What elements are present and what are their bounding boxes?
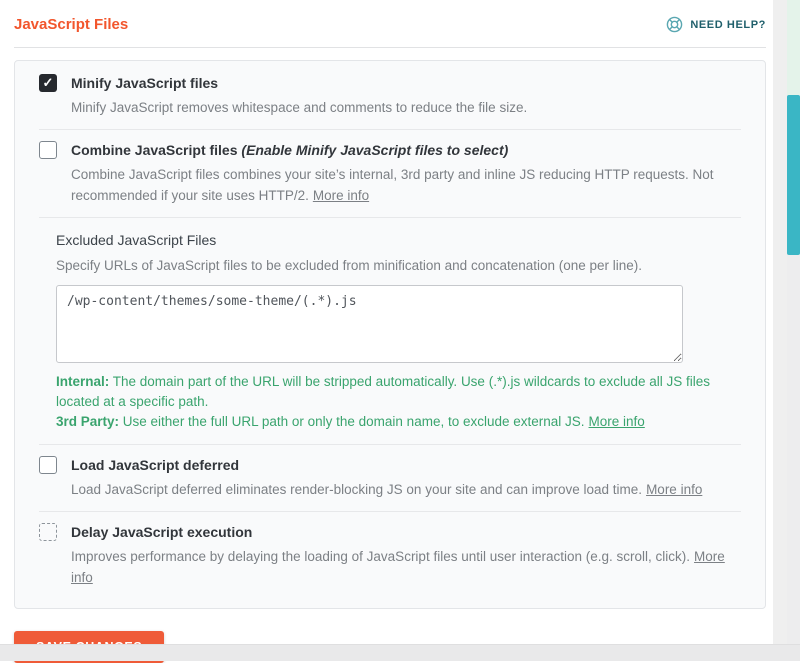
delay-js-description: Improves performance by delaying the loading of JavaScript files until user interaction (e.g. scroll, click). More info — [71, 549, 725, 585]
defer-js-more-info-link[interactable]: More info — [646, 482, 703, 497]
combine-js-label: Combine JavaScript files (Enable Minify JavaScript files to select) — [71, 142, 509, 158]
combine-js-checkbox[interactable] — [39, 141, 57, 159]
delay-js-more-info-link[interactable]: More info — [71, 549, 725, 585]
right-gutter — [773, 0, 787, 644]
main-content — [14, 0, 766, 663]
need-help-label: NEED HELP? — [690, 18, 766, 31]
excluded-js-help-text: Internal: The domain part of the URL will be stripped automatically. Use (.*).js wildcards to exclude all JS files located at a specific path. 3rd Party: Use either the full URL path or only the domain name, to exclude external JS. More info — [56, 374, 711, 429]
scrollbar-track-top — [787, 0, 800, 95]
excluded-js-textarea[interactable] — [56, 285, 683, 363]
excluded-js-more-info-link[interactable]: More info — [588, 414, 645, 429]
combine-js-label-note: (Enable Minify JavaScript files to select) — [241, 142, 509, 158]
combine-js-more-info-link[interactable]: More info — [312, 188, 370, 203]
defer-js-description: Load JavaScript deferred eliminates render-blocking JS on your site and can improve load time. More info — [71, 482, 703, 497]
defer-js-checkbox[interactable] — [39, 456, 57, 474]
footer-band — [0, 644, 800, 661]
excluded-js-description: Specify URLs of JavaScript files to be excluded from minification and concatenation (one per line). — [56, 258, 643, 273]
delay-js-label: Delay JavaScript execution — [71, 524, 253, 540]
page-title: JavaScript Files — [14, 16, 129, 33]
setting-defer-js — [15, 445, 765, 511]
delay-js-checkbox[interactable] — [39, 523, 57, 541]
lifebuoy-icon — [666, 16, 683, 33]
minify-js-description: Minify JavaScript removes whitespace and comments to reduce the file size. — [71, 100, 528, 115]
help-3rd-party-label: 3rd Party: — [56, 414, 120, 429]
setting-delay-js — [15, 512, 765, 604]
combine-js-description: Combine JavaScript files combines your site’s internal, 3rd party and inline JS reducing HTTP requests. Not recommended if your site uses HTTP/2. More info — [71, 167, 714, 203]
defer-js-label: Load JavaScript deferred — [71, 457, 240, 473]
scrollbar-thumb[interactable] — [787, 95, 800, 255]
scrollbar-track[interactable] — [787, 0, 800, 644]
checkmark-icon — [43, 74, 54, 92]
minify-js-checkbox[interactable] — [39, 74, 57, 92]
page-header — [14, 0, 766, 48]
minify-js-label: Minify JavaScript files — [71, 75, 219, 91]
excluded-js-label: Excluded JavaScript Files — [56, 232, 217, 248]
settings-card — [14, 60, 766, 609]
setting-minify-js — [15, 63, 765, 129]
help-internal-label: Internal: — [56, 374, 110, 389]
setting-combine-js — [15, 130, 765, 217]
excluded-js-field — [15, 218, 765, 444]
need-help-button[interactable] — [666, 16, 766, 33]
